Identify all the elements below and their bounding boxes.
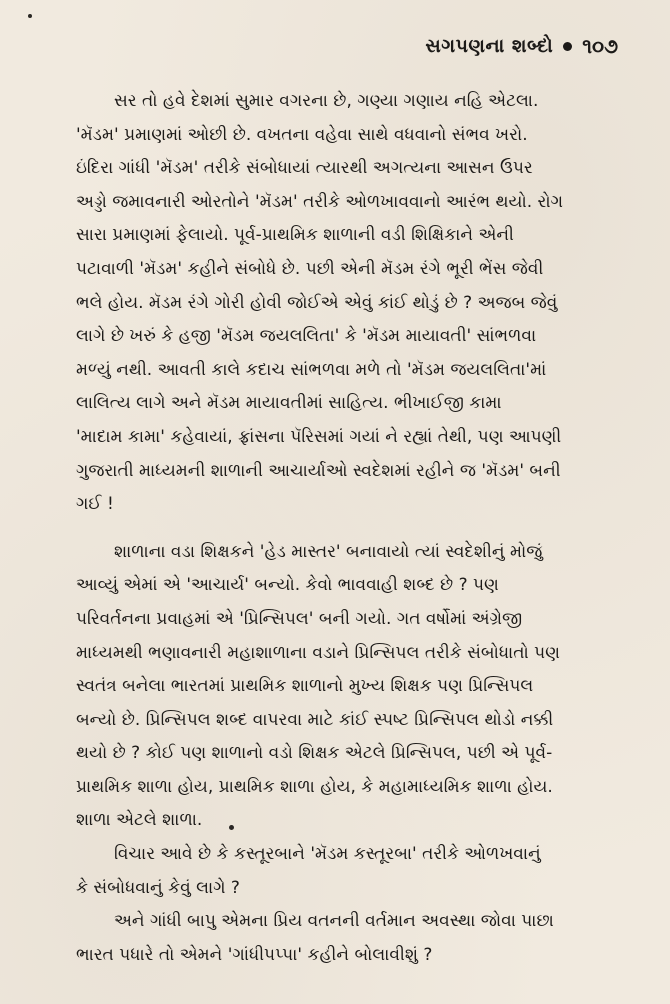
text-line: માધ્યમથી ભણાવનારી મહાશાળાના વડાને પ્રિન્સિપલ તરીકે સંબોધાતો પણ (76, 642, 560, 663)
text-line: વિચાર આવે છે કે કસ્તૂરબાને 'મૅડમ કસ્તૂરબા' તરીકે ઓળખવાનું (114, 844, 541, 865)
paragraph-3 (76, 838, 636, 905)
paragraph-2 (76, 536, 636, 838)
text-line: આવ્યું એમાં એ 'આચાર્ય' બન્યો. કેવો ભાવવાહી શબ્દ છે ? પણ (76, 575, 499, 596)
paragraph-gap (76, 522, 636, 536)
text-line: થયો છે ? કોઈ પણ શાળાનો વડો શિક્ષક એટલે પ્રિન્સિપલ, પછી એ પૂર્વ- (76, 743, 553, 764)
text-line: ભલે હોય. મૅડમ રંગે ગોરી હોવી જોઈએ એવું કાંઈ થોડું છે ? અજબ જેવું (76, 292, 558, 313)
header-bullet-icon (563, 42, 572, 51)
text-line: સ્વતંત્ર બનેલા ભારતમાં પ્રાથમિક શાળાનો મુખ્ય શિક્ષક પણ પ્રિન્સિપલ (76, 676, 534, 697)
text-line: ગઈ ! (76, 494, 114, 515)
page-body (76, 85, 636, 972)
text-line: અને ગાંધી બાપુ એમના પ્રિય વતનની વર્તમાન અવસ્થા જોવા પાછા (114, 911, 554, 932)
text-line: મળ્યું નથી. આવતી કાલે કદાચ સાંભળવા મળે તો 'મૅડમ જયલલિતા'માં (76, 359, 547, 380)
text-line: અડ્ડો જમાવનારી ઓરતોને 'મૅડમ' તરીકે ઓળખાવવાનો આરંભ થયો. રોગ (76, 191, 563, 212)
running-title: સગપણના શબ્દો (425, 35, 554, 57)
paragraph-4 (76, 905, 636, 972)
text-line: સર તો હવે દેશમાં સુમાર વગરના છે, ગણ્યા ગણાય નહિ એટલા. (114, 91, 539, 111)
text-line: લાલિત્ય લાગે અને મૅડમ માયાવતીમાં સાહિત્ય. ભીખાઈજી કામા (76, 393, 502, 414)
text-line: ભારત પધારે તો એમને 'ગાંધીપપ્પા' કહીને બોલાવીશું ? (76, 944, 433, 965)
paragraph-1 (76, 85, 636, 522)
text-line: 'માદામ કામા' કહેવાયાં, ફ્રાંસના પૅરિસમાં ગયાં ને રહ્યાં તેથી, પણ આપણી (76, 426, 562, 447)
page-number: ૧૦૭ (582, 34, 618, 58)
text-line: પટાવાળી 'મૅડમ' કહીને સંબોધે છે. પછી એની મૅડમ રંગે ભૂરી ભેંસ જેવી (76, 258, 544, 279)
text-line: પરિવર્તનના પ્રવાહમાં એ 'પ્રિન્સિપલ' બની ગયો. ગત વર્ષોમાં અંગ્રેજી (76, 608, 523, 629)
text-line: 'મૅડમ' પ્રમાણમાં ઓછી છે. વખતના વહેવા સાથે વધવાનો સંભવ ખરો. (76, 124, 528, 145)
ink-speck (229, 825, 234, 830)
text-line: બન્યો છે. પ્રિન્સિપલ શબ્દ વાપરવા માટે કાંઈ સ્પષ્ટ પ્રિન્સિપલ થોડો નક્કી (76, 709, 554, 730)
text-line: ગુજરાતી માધ્યમની શાળાની આચાર્યાઓ સ્વદેશમાં રહીને જ 'મૅડમ' બની (76, 460, 561, 481)
margin-dot (28, 14, 32, 18)
text-line: શાળા એટલે શાળા. (76, 810, 203, 831)
text-line: લાગે છે ખરું કે હજી 'મૅડમ જયલલિતા' કે 'મૅડમ માયાવતી' સાંભળવા (76, 326, 537, 347)
text-line: પ્રાથમિક શાળા હોય, પ્રાથમિક શાળા હોય, કે મહામાધ્યમિક શાળા હોય. (76, 776, 553, 797)
text-line: શાળાના વડા શિક્ષકને 'હેડ માસ્તર' બનાવાયો ત્યાં સ્વદેશીનું મોજું (114, 541, 543, 562)
text-line: ઇંદિરા ગાંધી 'મૅડમ' તરીકે સંબોધાયાં ત્યારથી અગત્યના આસન ઉપર (76, 158, 533, 179)
text-line: સારા પ્રમાણમાં ફેલાયો. પૂર્વ-પ્રાથમિક શાળાની વડી શિક્ષિકાને એની (76, 225, 514, 246)
page-header (360, 28, 618, 64)
text-line: કે સંબોધવાનું કેવું લાગે ? (76, 877, 240, 898)
